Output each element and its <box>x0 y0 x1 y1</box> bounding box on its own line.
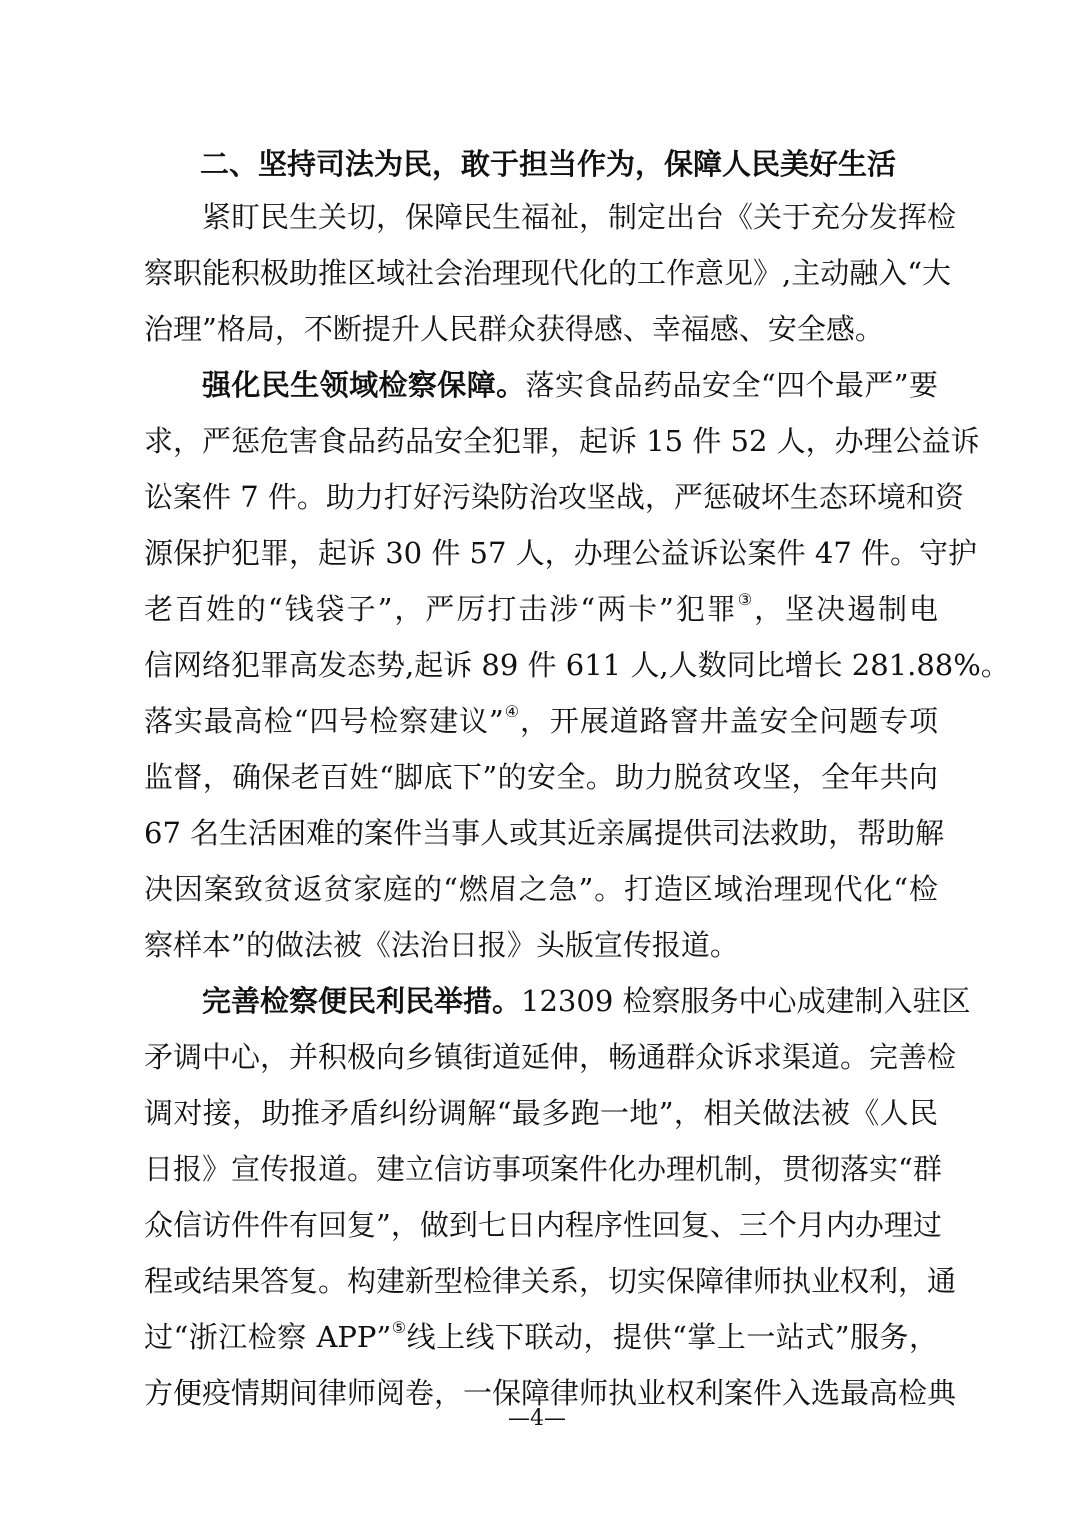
section2-text: 12309 检察服务中心成建制入驻区 <box>521 984 971 1018</box>
section1-line-5 <box>144 589 938 629</box>
section2-line-5: 众信访件件有回复”，做到七日内程序性回复、三个月内办理过 <box>144 1208 942 1242</box>
intro-line-3: 治理”格局，不断提升人民群众获得感、幸福感、安全感。 <box>144 312 884 346</box>
section1-text: ，坚决遏制电 <box>754 592 938 626</box>
footnote-marker-5: ⑤ <box>391 1318 407 1337</box>
section1-line-3: 讼案件 7 件。助力打好污染防治攻坚战，严惩破坏生态环境和资 <box>144 480 964 514</box>
section2-line-4: 日报》宣传报道。建立信访事项案件化办理机制，贯彻落实“群 <box>144 1152 942 1186</box>
section2-line-7 <box>144 1317 938 1357</box>
section1-line-6: 信网络犯罪高发态势,起诉 89 件 611 人,人数同比增长 281.88%。 <box>144 648 1010 682</box>
section1-line-9: 67 名生活困难的案件当事人或其近亲属提供司法救助，帮助解 <box>144 816 945 850</box>
section2-text: 线上线下联动，提供“掌上一站式”服务， <box>406 1320 939 1354</box>
section1-line-11: 察样本”的做法被《法治日报》头版宣传报道。 <box>144 928 739 962</box>
section1-line-2: 求，严惩危害食品药品安全犯罪，起诉 15 件 52 人，办理公益诉 <box>144 424 980 458</box>
section1-line-10: 决因案致贫返贫家庭的“燃眉之急”。打造区域治理现代化“检 <box>144 872 938 906</box>
section1-title: 强化民生领域检察保障。 <box>202 368 526 402</box>
intro-line-1: 紧盯民生关切，保障民生福祉，制定出台《关于充分发挥检 <box>202 200 957 234</box>
section1-text: 落实食品药品安全“四个最严”要 <box>525 368 938 402</box>
footnote-marker-4: ④ <box>503 702 520 721</box>
section1-line-4: 源保护犯罪，起诉 30 件 57 人，办理公益诉讼案件 47 件。守护 <box>144 536 978 570</box>
footnote-marker-3: ③ <box>737 590 755 609</box>
section2-line-6: 程或结果答复。构建新型检律关系，切实保障律师执业权利，通 <box>144 1264 957 1298</box>
section2-text: 过“浙江检察 APP” <box>144 1320 392 1354</box>
section2-line-3: 调对接，助推矛盾纠纷调解“最多跑一地”，相关做法被《人民 <box>144 1096 938 1130</box>
section1-text: ，开展道路窨井盖安全问题专项 <box>519 704 938 738</box>
section1-line-8: 监督，确保老百姓“脚底下”的安全。助力脱贫攻坚，全年共向 <box>144 760 938 794</box>
section2-title: 完善检察便民利民举措。 <box>202 984 522 1018</box>
section1-text: 落实最高检“四号检察建议” <box>144 704 504 738</box>
section-heading: 二、坚持司法为民，敢于担当作为，保障人民美好生活 <box>200 147 897 181</box>
section1-line-1 <box>202 365 938 405</box>
section2-line-2: 矛调中心，并积极向乡镇街道延伸，畅通群众诉求渠道。完善检 <box>144 1040 957 1074</box>
section2-line-8: 方便疫情期间律师阅卷，一保障律师执业权利案件入选最高检典 <box>144 1376 957 1410</box>
page-number: —4— <box>508 1406 566 1431</box>
intro-line-2: 察职能积极助推区域社会治理现代化的工作意见》,主动融入“大 <box>144 256 952 290</box>
section1-text: 老百姓的“钱袋子”，严厉打击涉“两卡”犯罪 <box>144 592 738 626</box>
section2-line-1 <box>202 981 971 1021</box>
section1-line-7 <box>144 701 938 741</box>
